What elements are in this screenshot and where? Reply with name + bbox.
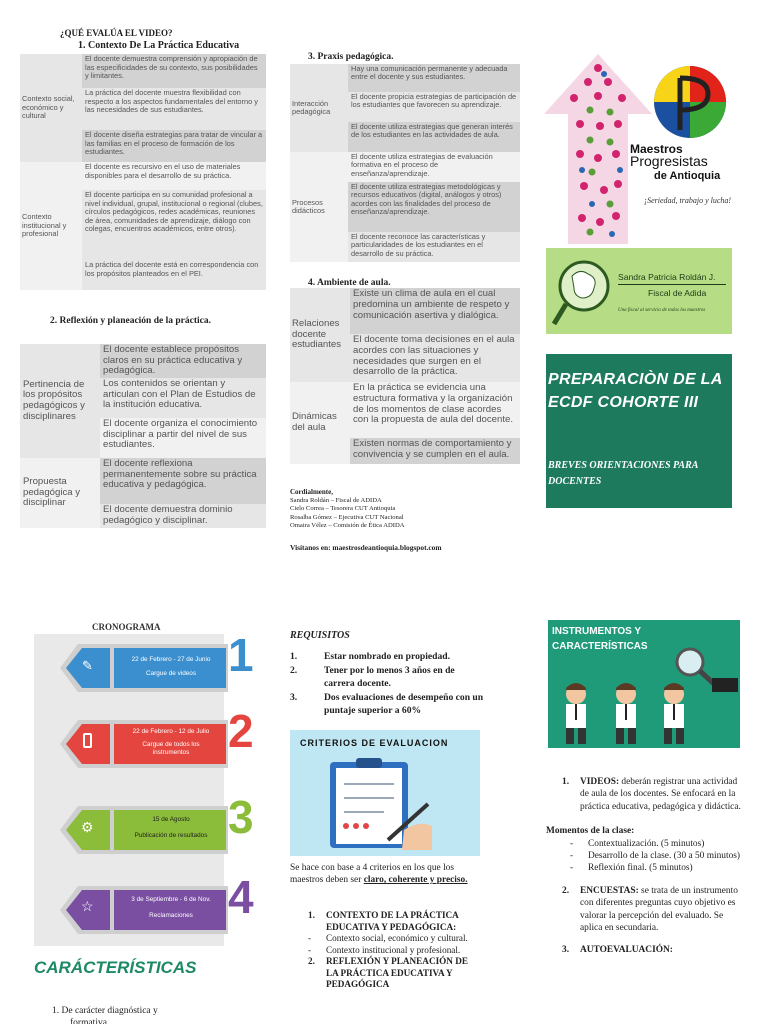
criteria-item: El docente demuestra dominio pedagógico y disciplinar.: [103, 504, 233, 526]
surveys-text: se trata de un instrumento con diferentes preguntas cuyo objetivo es valorar la percepción del evaluado. Se aplica en secundaria.: [580, 885, 738, 934]
characteristics-item: 1. De carácter diagnóstica y: [52, 1006, 158, 1016]
schedule-step-4: [60, 871, 254, 940]
gear-icon: ⚙: [81, 819, 94, 835]
instruments-body: [546, 776, 742, 957]
requirement-text: Estar nombrado en propiedad.: [324, 651, 450, 662]
section2-title: 2. Reflexión y planeación de la práctica.: [50, 316, 211, 326]
schedule-step-1: [60, 629, 254, 698]
criteria-item: La práctica del docente muestra flexibilidad con respecto a los aspectos fundamentales del entorno y las necesidades de sus estudiantes.: [85, 88, 258, 115]
criteria-item: El docente reflexiona permanentemente sobre su práctica educativa y pedagógica.: [103, 458, 257, 491]
criteria-item: Hay una comunicación permanente y adecuada entre el docente y sus estudiantes.: [351, 64, 508, 82]
step-date: 15 de Agosto: [152, 816, 190, 823]
schedule-title: CRONOGRAMA: [92, 622, 161, 632]
schedule-step-2: [60, 705, 254, 774]
class-moments-list: [546, 838, 742, 875]
requirement-item: 1. Estar nombrado en propiedad.: [290, 651, 450, 662]
cover-title: PREPARACIÒN DE LA ECDF COHORTE III: [548, 371, 722, 411]
requirements-list: [290, 650, 486, 717]
criteria-item: El docente reconoce las características y particularidades de los estudiantes en el desarrollo de su práctica.: [351, 232, 486, 258]
requirement-text: Dos evaluaciones de desempeño con un puntaje superior a 60%: [324, 692, 484, 716]
criterion-1: 1. CONTEXTO DE LA PRÁCTICA EDUCATIVA Y PEDAGÓGICA:: [308, 910, 459, 932]
step-date: 22 de Febrero - 27 de Junio: [131, 656, 211, 663]
cover-subtitle: BREVES ORIENTACIONES PARA DOCENTES: [548, 460, 698, 487]
phone-icon: [83, 733, 92, 748]
panel-evaluation-criteria-1: [20, 28, 268, 548]
criteria-label: Contexto institucional y profesional: [22, 212, 67, 239]
criteria-list: [290, 910, 480, 991]
logo-text-maestros: Maestros: [630, 142, 683, 156]
step-description: Cargue de videos: [145, 670, 197, 677]
signoff: Cordialmente,: [290, 488, 333, 496]
class-moment: - Reflexión final. (5 minutos): [566, 862, 742, 874]
criteria-item: El docente organiza el conocimiento disciplinar a partir del nivel de sus estudiantes.: [103, 418, 258, 451]
section4-title: 4. Ambiente de aula.: [308, 278, 391, 288]
criteria-label: Dinámicas del aula: [292, 411, 337, 433]
logo-text-antioquia: de Antioquia: [654, 170, 721, 182]
criteria-item: El docente utiliza estrategias de evaluación formativa en el proceso de enseñanza/aprendizaje.: [351, 152, 493, 178]
surveys-label: ENCUESTAS:: [580, 885, 639, 896]
section1-table: [20, 54, 266, 290]
videos-label: VIDEOS:: [580, 777, 620, 787]
panel-schedule: [24, 614, 260, 1024]
criteria-intro-underlined: claro, coherente y preciso.: [363, 875, 468, 885]
panel-evaluation-criteria-2: [290, 52, 522, 562]
mpa-logo-icon: [652, 64, 728, 140]
criteria-label: Pertinencia de los propósitos pedagógicos y disciplinares: [23, 378, 85, 422]
section3-table: [290, 64, 520, 262]
badge-tagline: Una fiscal al servicio de todos los maestros: [618, 308, 706, 313]
logo-text-progresistas: Progresistas: [630, 153, 708, 169]
class-moment: - Desarrollo de la clase. (30 a 50 minutos): [566, 850, 742, 862]
section3-title: 3. Praxis pedagógica.: [308, 52, 394, 62]
magnifier-map-icon: [552, 256, 612, 328]
criteria-item: El docente participa en su comunidad profesional a nivel individual, grupal, institucional o regional (clubes, círculos pedagógicos, redes académicas, reuniones de área, comunidades de aprendizaje, diálogo con colegas, encuentros académicos, entre otros).: [85, 190, 263, 234]
criteria-item: En la práctica se evidencia una estructura formativa y la organización de los momentos de clase acordes con la propuesta de aula del docente.: [353, 382, 514, 426]
requirement-text: Tener por lo menos 3 años en de carrera docente.: [324, 665, 455, 689]
criteria-label: Interacción pedagógica: [292, 98, 331, 116]
step-description: Cargue de todos los instrumentos: [142, 741, 200, 756]
criteria-intro: [290, 862, 480, 886]
criterion-2: 2. REFLEXIÓN Y PLANEACIÓN DE LA PRÁCTICA EDUCATIVA Y PEDAGÓGICA: [308, 956, 468, 989]
criteria-item: El docente es recursivo en el uso de materiales disponibles para el desarrollo de su práctica.: [85, 162, 241, 180]
signature-line: Omaira Vélez – Comisión de Ética ADIDA: [290, 522, 405, 530]
step-number: 1: [228, 629, 254, 681]
step-date: 22 de Febrero - 12 de Julio: [132, 728, 210, 735]
section4-table: [290, 288, 520, 464]
fiscal-badge: [546, 248, 732, 334]
criteria-banner: [290, 730, 480, 856]
characteristics-title: CARÁCTERÍSTICAS: [34, 958, 197, 977]
criteria-label: Procesos didácticos: [292, 197, 325, 215]
criteria-item: Existe un clima de aula en el cual predomina un ambiente de respeto y comunicación asertiva y dialógica.: [353, 288, 510, 321]
step-number: 2: [228, 705, 254, 757]
class-moment: - Contextualización. (5 minutos): [566, 838, 742, 850]
characteristics-item-cont: formativa: [70, 1018, 107, 1024]
criteria-item: El docente utiliza estrategias que generan interés de los estudiantes en las actividades de aula.: [351, 122, 513, 140]
class-moments-title: Momentos de la clase:: [546, 826, 635, 837]
schedule-step-3: [60, 791, 254, 860]
step-date: 3 de Septiembre - 6 de Nov.: [131, 896, 211, 903]
videos-text: deberán registrar una actividad de aula de los docentes. Se enfocará en la práctica educativa, pedagógica y didáctica.: [580, 777, 741, 812]
criteria-intro-text: Se hace con base a 4 criterios en los que los maestros deben ser: [290, 863, 455, 885]
panel-instruments: [546, 620, 756, 1024]
videos-item: 1. VIDEOS: deberán registrar una actividad de aula de los docentes. Se enfocará en la práctica educativa, pedagógica y didáctica.: [562, 777, 741, 812]
pencil-icon: ✎: [82, 658, 93, 673]
badge-divider: [618, 284, 726, 285]
signature-line: Sandra Roldán – Fiscal de ADIDA: [290, 497, 382, 504]
step-number: 3: [228, 791, 254, 843]
instruments-banner-title: INSTRUMENTOS Y CARACTERÍSTICAS: [552, 626, 648, 652]
star-icon: ☆: [81, 898, 94, 914]
criteria-item: El docente toma decisiones en el aula acordes con las situaciones y necesidades que surgen en el desarrollo de la práctica.: [353, 334, 515, 378]
criteria-item: El docente establece propósitos claros en su práctica educativa y pedagógica.: [103, 344, 243, 377]
instruments-banner: [548, 620, 740, 748]
logo-tagline: ¡Seriedad, trabajo y lucha!: [644, 196, 732, 205]
clipboard-icon: [324, 754, 434, 850]
step-number: 4: [228, 871, 254, 923]
signature-list: [290, 497, 405, 531]
section1-title: 1. Contexto De La Práctica Educativa: [78, 40, 240, 51]
step-description: Reclamaciones: [149, 912, 193, 919]
criteria-item: El docente diseña estrategias para tratar de vincular a las familias en el proceso de formación de los estudiantes.: [85, 130, 263, 157]
criteria-item: El docente propicia estrategias de participación de los estudiantes que favorecen su aprendizaje.: [351, 92, 517, 110]
cover-title-box: [546, 354, 732, 508]
surveys-item: 2. ENCUESTAS: se trata de un instrumento con diferentes preguntas cuyo objetivo es valorar la percepción del evaluado. Se aplica en secundaria.: [562, 885, 738, 934]
panel-cover: [540, 40, 750, 520]
criteria-item: Existen normas de comportamiento y convivencia y se cumplen en el aula.: [353, 438, 512, 460]
criteria-item: El docente utiliza estrategias metodológicas y recursos educativos (digital, análogos y otros) acordes con las finalidades del proceso de enseñanza/aprendizaje.: [351, 182, 502, 217]
criteria-item: La práctica del docente está en correspondencia con los propósitos planteados en el PEI.: [85, 260, 259, 278]
criteria-item: El docente demuestra comprensión y apropiación de las especificidades de su contexto, sus posibilidades y limitantes.: [85, 54, 258, 81]
requirement-item: 3. Dos evaluaciones de desempeño con un puntaje superior a 60%: [290, 692, 484, 716]
criterion-1-title: CONTEXTO DE LA PRÁCTICA EDUCATIVA Y PEDAGÓGICA:: [326, 910, 459, 932]
criterion-2-title: REFLEXIÓN Y PLANEACIÓN DE LA PRÁCTICA EDUCATIVA Y PEDAGÓGICA: [326, 956, 468, 989]
signature-line: Cielo Correa – Tesorera CUT Antioquia: [290, 505, 396, 513]
signature-line: Rosalba Gómez – Ejecutiva CUT Nacional: [290, 513, 404, 521]
self-evaluation-label: AUTOEVALUACIÓN:: [580, 945, 673, 956]
badge-name: Sandra Patricia Roldán J.: [618, 272, 716, 282]
criteria-label: Propuesta pedagógica y disciplinar: [23, 476, 81, 509]
section2-table: [20, 344, 266, 528]
criterion-subitem: - Contexto social, económico y cultural.: [304, 933, 480, 945]
criteria-label: Relaciones docente estudiantes: [292, 317, 342, 351]
badge-role: Fiscal de Adida: [648, 288, 707, 298]
criterion-1-items: [290, 933, 480, 956]
requirements-title: REQUISITOS: [290, 630, 350, 641]
criteria-label: Contexto social, económico y cultural: [22, 94, 75, 121]
criterion-subitem: - Contexto institucional y profesional.: [304, 945, 480, 957]
criteria-banner-title: CRITERIOS DE EVALUACION: [300, 738, 449, 748]
step-description: Publicación de resultados: [134, 832, 208, 839]
criteria-item: Los contenidos se orientan y articulan con el Plan de Estudios de la institución educativa.: [103, 378, 256, 411]
blog-link[interactable]: Visítanos en: maestrosdeantioquia.blogspot.com: [290, 543, 442, 552]
self-evaluation-item: 3. AUTOEVALUACIÓN:: [562, 945, 673, 956]
panel-requirements: [290, 628, 510, 1024]
video-question-heading: ¿QUÉ EVALÚA EL VIDEO?: [60, 28, 173, 38]
requirement-item: 2. Tener por lo menos 3 años en de carrera docente.: [290, 665, 455, 689]
business-people-illustration: [556, 680, 706, 746]
